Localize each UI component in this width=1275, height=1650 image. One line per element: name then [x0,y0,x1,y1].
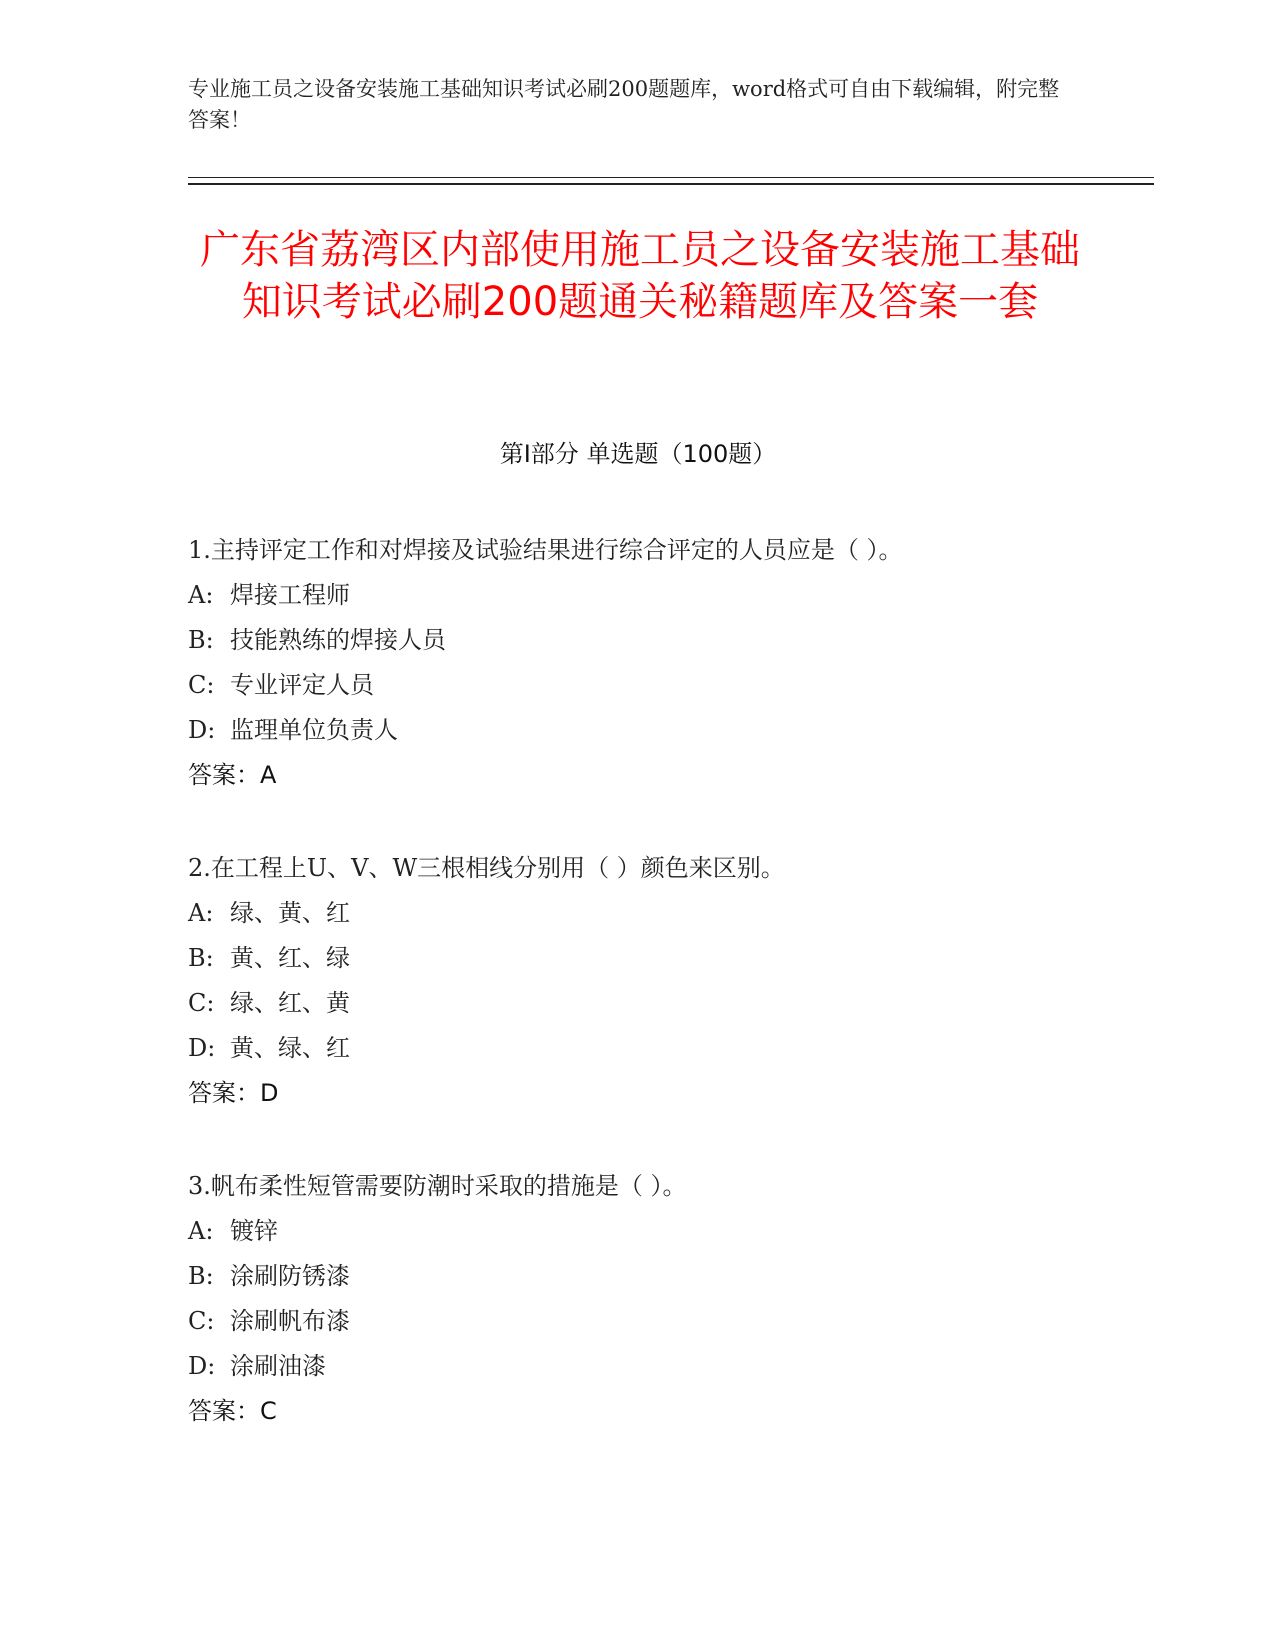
option-b [188,936,1088,981]
option-text: 涂刷帆布漆 [230,1307,350,1335]
header-divider-thick [188,183,1154,185]
option-label: C: [188,671,215,699]
option-label: A: [188,899,214,927]
question-item [188,528,1088,798]
question-stem: 3.帆布柔性短管需要防潮时采取的措施是（ ）。 [188,1172,687,1200]
option-text: 监理单位负责人 [230,716,398,744]
option-d [188,1026,1088,1071]
option-c [188,663,1088,708]
option-c [188,981,1088,1026]
document-title: 广东省荔湾区内部使用施工员之设备安装施工基础知识考试必刷200题通关秘籍题库及答案一套 [200,227,1080,325]
option-text: 绿、黄、红 [230,899,350,927]
option-c [188,1299,1088,1344]
option-text: 焊接工程师 [230,581,350,609]
option-label: B: [188,944,214,972]
option-text: 黄、红、绿 [230,944,350,972]
option-text: 技能熟练的焊接人员 [230,626,446,654]
question-stem: 1.主持评定工作和对焊接及试验结果进行综合评定的人员应是（ ）。 [188,536,903,564]
option-text: 镀锌 [230,1217,278,1245]
option-text: 绿、红、黄 [230,989,350,1017]
option-label: C: [188,989,215,1017]
answer-text: 答案：C [188,1397,277,1425]
option-text: 涂刷油漆 [230,1352,326,1380]
option-label: A: [188,1217,214,1245]
header-divider-thin [188,177,1154,178]
option-label: A: [188,581,214,609]
option-label: D: [188,1352,216,1380]
option-d [188,708,1088,753]
question-stem: 2.在工程上U、V、W三根相线分别用（ ）颜色来区别。 [188,854,785,882]
option-a [188,1209,1088,1254]
option-label: B: [188,1262,214,1290]
answer-text: 答案：A [188,761,277,789]
option-a [188,573,1088,618]
option-a [188,891,1088,936]
option-text: 涂刷防锈漆 [230,1262,350,1290]
option-label: B: [188,626,214,654]
option-label: D: [188,1034,216,1062]
question-item [188,846,1088,1116]
option-d [188,1344,1088,1389]
answer-text: 答案：D [188,1079,279,1107]
option-text: 黄、绿、红 [230,1034,350,1062]
option-b [188,1254,1088,1299]
question-list [188,528,1088,1482]
option-label: D: [188,716,216,744]
question-item [188,1164,1088,1434]
option-b [188,618,1088,663]
header-note: 专业施工员之设备安装施工基础知识考试必刷200题题库，word格式可自由下载编辑，附完整答案！ [188,77,1060,132]
section-title: 第I部分 单选题（100题） [499,440,777,468]
option-text: 专业评定人员 [230,671,374,699]
option-label: C: [188,1307,215,1335]
